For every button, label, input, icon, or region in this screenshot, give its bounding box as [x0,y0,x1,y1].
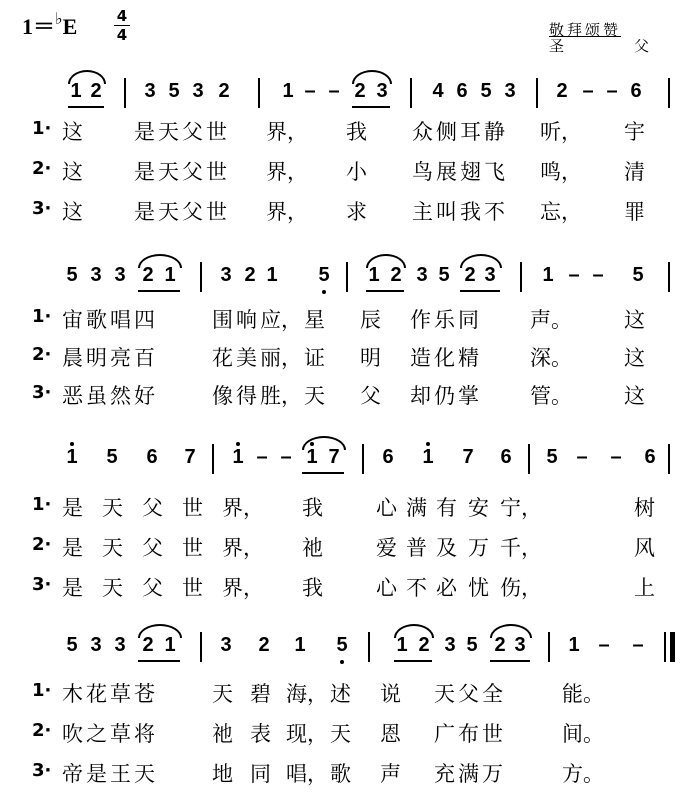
note: 1 [266,264,278,286]
lyric-char: 界， [222,576,264,600]
note: 3 [376,80,388,102]
lyric-char: 我 [302,576,323,600]
lyric-char: 全 [482,682,503,706]
lyric-char: 小 [346,160,367,184]
lyric-verse-1 [0,302,689,338]
note: 3 [90,634,102,656]
note: 3 [220,264,232,286]
lyric-char: 明 [86,346,107,370]
note: 5 [632,264,644,286]
lyric-char: 界， [266,160,308,184]
lyric-char: 天 [330,722,351,746]
lyric-char: 苍 [134,682,155,706]
lyric-char: 界， [222,496,264,520]
note: – [632,634,644,656]
lyric-char: 叫 [436,200,457,224]
lyric-char: 界， [266,120,308,144]
note: – [598,634,610,656]
lyric-char: 帝 [62,762,83,786]
lyric-char: 花 [212,346,233,370]
lyric-char: 世 [206,120,227,144]
credits [549,22,649,54]
lyric-char: 布 [458,722,479,746]
lyric-char: 父 [458,682,479,706]
lyric-char: 父 [142,496,163,520]
lyric-char: 恩 [380,722,401,746]
lyric-char: 造 [410,346,431,370]
note: 1 [282,80,294,102]
lyric-char: 有 [436,496,457,520]
lyric-char: 得 [236,384,257,408]
note: – [328,80,340,102]
lyric-char: 四 [134,308,155,332]
lyric-char: 天 [102,536,123,560]
verse-number: 3· [32,574,52,595]
note: 2 [418,634,430,656]
lyric-char: 世 [182,536,203,560]
note: 2 [258,634,270,656]
lyric-char: 是 [86,762,107,786]
lyric-char: 父 [182,120,203,144]
note: – [256,446,268,468]
lyric-char: 歌 [330,762,351,786]
credit-author: 圣 父 [549,37,649,55]
lyric-char: 宇 [624,120,645,144]
lyric-char: 吹 [62,722,83,746]
lyric-char: 翅 [460,160,481,184]
note: 3 [90,264,102,286]
lyric-char: 这 [62,200,83,224]
lyric-char: 普 [406,536,427,560]
note: 5 [168,80,180,102]
verse-number: 1· [32,306,52,327]
lyric-char: 唱， [286,762,328,786]
note: 6 [146,446,158,468]
lyric-char: 我 [460,200,481,224]
lyric-char: 这 [62,160,83,184]
lyric-char: 我 [302,496,323,520]
lyric-verse-3 [0,194,689,230]
lyric-char: 心 [376,576,397,600]
lyric-verse-1 [0,114,689,150]
lyric-char: 世 [182,576,203,600]
lyric-char: 忧 [468,576,489,600]
lyric-char: 晨 [62,346,83,370]
lyric-char: 化 [434,346,455,370]
lyric-char: 父 [182,160,203,184]
lyric-verse-2 [0,530,689,566]
lyric-verse-3 [0,570,689,606]
note: – [582,80,594,102]
note: 5 [66,634,78,656]
lyric-char: 侧 [436,120,457,144]
note: 1 [368,264,380,286]
lyric-char: 众 [412,120,433,144]
notation-row [0,260,689,300]
note: 4 [432,80,444,102]
note: 2 [556,80,568,102]
lyric-char: 天 [212,682,233,706]
lyric-verse-2 [0,154,689,190]
lyric-char: 这 [624,308,645,332]
lyric-char: 是 [134,120,155,144]
note: 5 [438,264,450,286]
note: 6 [382,446,394,468]
lyric-char: 精 [458,346,479,370]
note: 2 [494,634,506,656]
note: 5 [466,634,478,656]
note: – [280,446,292,468]
note: 5 [546,446,558,468]
lyric-char: 能。 [562,682,604,706]
lyric-char: 虽 [86,384,107,408]
lyric-char: 是 [62,496,83,520]
lyric-char: 必 [436,576,457,600]
lyric-char: 是 [62,536,83,560]
lyric-char: 耳 [460,120,481,144]
lyric-char: 恶 [62,384,83,408]
lyric-char: 星 [304,308,325,332]
note: 2 [354,80,366,102]
lyric-char: 天 [158,160,179,184]
note: 3 [444,634,456,656]
note: 1 [396,634,408,656]
lyric-char: 然 [110,384,131,408]
lyric-char: 万 [468,536,489,560]
credit-title: 敬拜颂赞 [549,21,622,39]
lyric-char: 风 [634,536,655,560]
lyric-char: 天 [434,682,455,706]
lyric-char: 木 [62,682,83,706]
note: 2 [90,80,102,102]
lyric-char: 胜， [260,384,302,408]
note: 3 [514,634,526,656]
meter-top: 4 [116,7,128,25]
note: 1 [420,446,436,469]
lyric-char: 天 [304,384,325,408]
note: 2 [142,264,154,286]
lyric-verse-1 [0,490,689,526]
lyric-char: 王 [110,762,131,786]
lyric-char: 不 [484,200,505,224]
lyric-char: 这 [624,384,645,408]
note: 5 [334,634,350,657]
note: 5 [316,264,332,287]
lyric-char: 花 [86,682,107,706]
note: 6 [500,446,512,468]
lyric-char: 父 [142,536,163,560]
note: – [592,264,604,286]
verse-number: 1· [32,118,52,139]
lyric-char: 这 [62,120,83,144]
lyric-char: 辰 [360,308,381,332]
verse-number: 2· [32,720,52,741]
lyric-char: 树 [634,496,655,520]
lyric-char: 世 [482,722,503,746]
lyric-char: 宙 [62,308,83,332]
lyric-char: 将 [134,722,155,746]
lyric-char: 世 [206,160,227,184]
lyric-char: 这 [624,346,645,370]
note: – [568,264,580,286]
lyric-char: 同 [458,308,479,332]
lyric-char: 父 [360,384,381,408]
lyric-char: 千， [500,536,542,560]
note: 2 [464,264,476,286]
lyric-char: 管。 [530,384,572,408]
lyric-verse-3 [0,756,689,792]
lyric-char: 海， [286,682,328,706]
note: 5 [480,80,492,102]
lyric-char: 方。 [562,762,604,786]
lyric-char: 广 [434,722,455,746]
note: 3 [144,80,156,102]
note: 2 [142,634,154,656]
lyric-char: 天 [158,200,179,224]
lyric-char: 忘， [540,200,582,224]
note: 3 [220,634,232,656]
note: 3 [504,80,516,102]
lyric-char: 上 [634,576,655,600]
lyric-char: 伤， [500,576,542,600]
note: 7 [462,446,474,468]
lyric-char: 表 [250,722,271,746]
lyric-char: 深。 [530,346,572,370]
note: 1 [164,264,176,286]
lyric-char: 说 [380,682,401,706]
note: – [576,446,588,468]
notation-row [0,76,689,116]
note: 6 [644,446,656,468]
lyric-verse-1 [0,676,689,712]
lyric-char: 作 [410,308,431,332]
lyric-char: 天 [102,496,123,520]
lyric-char: 鸣， [540,160,582,184]
note: 2 [218,80,230,102]
lyric-char: 亮 [110,346,131,370]
lyric-char: 草 [110,722,131,746]
verse-number: 3· [32,382,52,403]
note: 7 [328,446,340,468]
verse-number: 1· [32,494,52,515]
lyric-char: 声 [380,762,401,786]
lyric-char: 天 [134,762,155,786]
note: 2 [244,264,256,286]
lyric-char: 之 [86,722,107,746]
lyric-char: 我 [346,120,367,144]
verse-number: 2· [32,534,52,555]
lyric-char: 掌 [458,384,479,408]
lyric-char: 丽， [260,346,302,370]
lyric-char: 父 [142,576,163,600]
lyric-char: 满 [458,762,479,786]
time-signature [114,8,130,43]
lyric-char: 满 [406,496,427,520]
lyric-char: 罪 [624,200,645,224]
lyric-char: 界， [266,200,308,224]
lyric-char: 万 [482,762,503,786]
lyric-char: 证 [304,346,325,370]
lyric-char: 好 [134,384,155,408]
lyric-char: 天 [158,120,179,144]
lyric-char: 充 [434,762,455,786]
note: 1 [70,80,82,102]
verse-number: 2· [32,158,52,179]
lyric-char: 世 [182,496,203,520]
lyric-char: 围 [212,308,233,332]
note: 5 [106,446,118,468]
note: 3 [114,634,126,656]
lyric-char: 像 [212,384,233,408]
lyric-char: 不 [406,576,427,600]
note: 3 [484,264,496,286]
lyric-char: 爱 [376,536,397,560]
verse-number: 3· [32,198,52,219]
note: 5 [66,264,78,286]
lyric-char: 歌 [86,308,107,332]
lyric-char: 碧 [250,682,271,706]
lyric-char: 响 [236,308,257,332]
meter-bottom: 4 [116,26,128,44]
lyric-char: 述 [330,682,351,706]
note: 1 [294,634,306,656]
lyric-char: 静 [484,120,505,144]
note: 1 [64,446,80,469]
lyric-char: 宁， [500,496,542,520]
lyric-char: 祂 [302,536,323,560]
note: – [606,80,618,102]
note: 1 [568,634,580,656]
note: 3 [114,264,126,286]
note: 2 [390,264,402,286]
notation-row [0,630,689,670]
lyric-char: 是 [62,576,83,600]
lyric-char: 听， [540,120,582,144]
note: – [304,80,316,102]
lyric-char: 是 [134,200,155,224]
notation-row [0,442,689,482]
lyric-char: 界， [222,536,264,560]
note: 7 [184,446,196,468]
lyric-char: 间。 [562,722,604,746]
note: – [610,446,622,468]
lyric-char: 主 [412,200,433,224]
lyric-char: 草 [110,682,131,706]
lyric-char: 乐 [434,308,455,332]
lyric-char: 祂 [212,722,233,746]
lyric-char: 唱 [110,308,131,332]
lyric-char: 世 [206,200,227,224]
note: 1 [230,446,246,469]
lyric-char: 父 [182,200,203,224]
lyric-verse-3 [0,378,689,414]
lyric-char: 展 [436,160,457,184]
lyric-char: 美 [236,346,257,370]
lyric-char: 百 [134,346,155,370]
lyric-verse-2 [0,340,689,376]
note: 3 [416,264,428,286]
lyric-char: 清 [624,160,645,184]
key-signature: 1＝♭E [22,10,78,39]
lyric-char: 安 [468,496,489,520]
verse-number: 1· [32,680,52,701]
lyric-char: 应， [260,308,302,332]
note: 1 [164,634,176,656]
lyric-char: 声。 [530,308,572,332]
lyric-verse-2 [0,716,689,752]
lyric-char: 却 [410,384,431,408]
lyric-char: 心 [376,496,397,520]
lyric-char: 天 [102,576,123,600]
verse-number: 3· [32,760,52,781]
note: 6 [456,80,468,102]
note: 3 [192,80,204,102]
lyric-char: 同 [250,762,271,786]
note: 6 [630,80,642,102]
lyric-char: 飞 [484,160,505,184]
note: 1 [304,446,320,469]
note: 1 [542,264,554,286]
lyric-char: 及 [436,536,457,560]
lyric-char: 鸟 [412,160,433,184]
lyric-char: 求 [346,200,367,224]
lyric-char: 明 [360,346,381,370]
lyric-char: 现， [286,722,328,746]
lyric-char: 仍 [434,384,455,408]
lyric-char: 地 [212,762,233,786]
lyric-char: 是 [134,160,155,184]
verse-number: 2· [32,344,52,365]
